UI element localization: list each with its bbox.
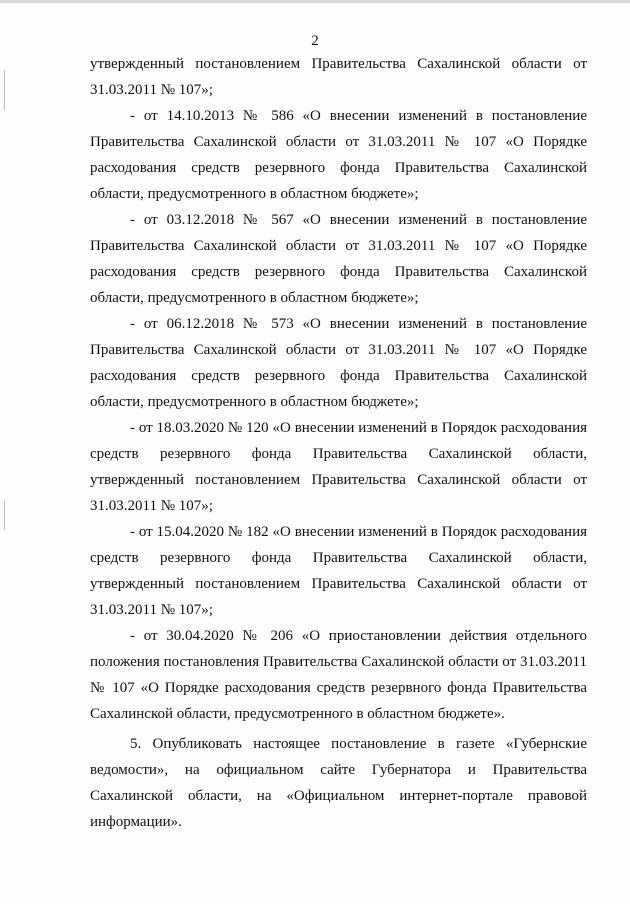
paragraph-continuation: утвержденный постановлением Правительства Сахалинской области от 31.03.2011 № 107»; [90,56,587,98]
scan-margin-mark [4,500,5,530]
list-item-resolution: - от 14.10.2013 № 586 «О внесении изменений в постановление Правительства Сахалинской области от 31.03.2011 № 107 «О Порядке расходования средств резервного фонда Правительства Сахалинской области, предусмотренного в областном бюджете»; [90,108,587,202]
list-item-resolution: - от 03.12.2018 № 567 «О внесении изменений в постановление Правительства Сахалинской области от 31.03.2011 № 107 «О Порядке расходования средств резервного фонда Правительства Сахалинской области, предусмотренного в областном бюджете»; [90,212,587,306]
list-item-resolution: - от 30.04.2020 № 206 «О приостановлении действия отдельного положения постановления Правительства Сахалинской области от 31.03.2011 № 107 «О Порядке расходования средств резервного фонда Правительства Сахалинской области, предусмотренного в областном бюджете». [90,628,587,722]
scan-top-edge [0,0,630,3]
list-item-resolution: - от 15.04.2020 № 182 «О внесении изменений в Порядок расходования средств резервного фонда Правительства Сахалинской области, утвержденный постановлением Правительства Сахалинской области от 31.03.2011 № 107»; [90,524,587,618]
list-item-resolution: - от 18.03.2020 № 120 «О внесении изменений в Порядок расходования средств резервного фонда Правительства Сахалинской области, утвержденный постановлением Правительства Сахалинской области от 31.03.2011 № 107»; [90,420,587,514]
numbered-clause: 5. Опубликовать настоящее постановление в газете «Губернские ведомости», на официальном сайте Губернатора и Правительства Сахалинской области, на «Официальном интернет-портале правовой информации». [90,736,587,830]
scan-margin-mark [4,70,5,110]
document-body [90,51,587,835]
page-number: 2 [311,33,319,49]
list-item-resolution: - от 06.12.2018 № 573 «О внесении изменений в постановление Правительства Сахалинской области от 31.03.2011 № 107 «О Порядке расходования средств резервного фонда Правительства Сахалинской области, предусмотренного в областном бюджете»; [90,316,587,410]
